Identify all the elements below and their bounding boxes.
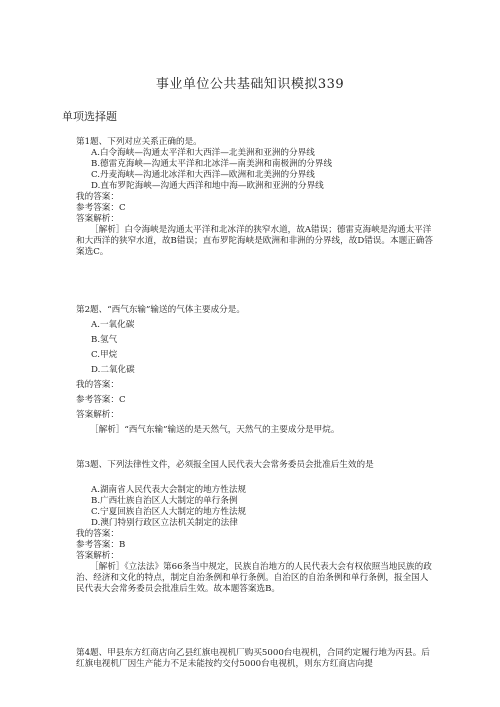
section-heading: 单项选择题 <box>62 110 117 123</box>
question-2 <box>76 305 436 436</box>
option-c: C.丹麦海峡—沟通北冰洋和大西洋—欧洲和北美洲的分界线 <box>91 170 315 180</box>
analysis-label: 答案解析： <box>76 214 119 224</box>
option-a: A.一氧化碳 <box>91 320 135 330</box>
reference-answer: 参考答案：C <box>76 203 126 213</box>
option-d: D.直布罗陀海峡—沟通大西洋和地中海—欧洲和亚洲的分界线 <box>91 181 324 191</box>
question-1 <box>76 137 436 258</box>
page-title: 事业单位公共基础知识模拟339 <box>155 77 345 92</box>
analysis-label: 答案解析： <box>76 551 119 561</box>
option-b: B.广西壮族自治区人大制定的单行条例 <box>91 496 238 506</box>
my-answer: 我的答案： <box>76 192 119 202</box>
reference-answer: 参考答案：C <box>76 395 126 405</box>
option-b: B.德雷克海峡—沟通太平洋和北冰洋—南美洲和南极洲的分界线 <box>91 159 333 169</box>
option-a: A.白令海峡—沟通太平洋和大西洋—北美洲和亚洲的分界线 <box>91 148 315 158</box>
question-stem: 第4题、甲县东方红商店向乙县红旗电视机厂购买5000台电视机，合同约定履行地为丙县。后红旗电视机厂因生产能力不足未能按约交付5000台电视机，则东方红商店向提 <box>76 648 430 669</box>
question-3 <box>76 460 436 595</box>
question-stem: 第2题、“西气东输”输送的气体主要成分是。 <box>76 305 245 315</box>
analysis-label: 答案解析： <box>76 410 119 420</box>
explanation: ［解析］“西气东输”输送的是天然气，天然气的主要成分是甲烷。 <box>90 425 340 435</box>
my-answer: 我的答案： <box>76 529 119 539</box>
explanation: ［解析］白令海峡是沟通太平洋和北冰洋的狭窄水道，故A错误；德雷克海峡是沟通太平洋和大西洋的狭窄水道，故B错误；直布罗陀海峡是欧洲和非洲的分界线，故D错误。本题正确答案选C。 <box>76 225 433 257</box>
option-c: C.甲烷 <box>91 350 118 360</box>
option-d: D.二氧化碳 <box>91 365 135 375</box>
option-b: B.氢气 <box>91 335 118 345</box>
explanation: ［解析］《立法法》第66条当中规定，民族自治地方的人民代表大会有权依照当地民族的政治、经济和文化的特点，制定自治条例和单行条例。自治区的自治条例和单行条例，报全国人民代表大会常务委员会批准后生效。故本题答案选B。 <box>76 562 432 594</box>
question-stem: 第1题、下列对应关系正确的是。 <box>76 137 202 147</box>
question-stem: 第3题、下列法律性文件，必须报全国人民代表大会常务委员会批准后生效的是 <box>76 460 374 470</box>
option-c: C.宁夏回族自治区人大制定的地方性法规 <box>91 507 247 517</box>
option-a: A.湖南省人民代表大会制定的地方性法规 <box>91 485 247 495</box>
question-4 <box>76 648 436 670</box>
option-d: D.澳门特别行政区立法机关制定的法律 <box>91 518 238 528</box>
my-answer: 我的答案： <box>76 380 119 390</box>
reference-answer: 参考答案：B <box>76 540 126 550</box>
